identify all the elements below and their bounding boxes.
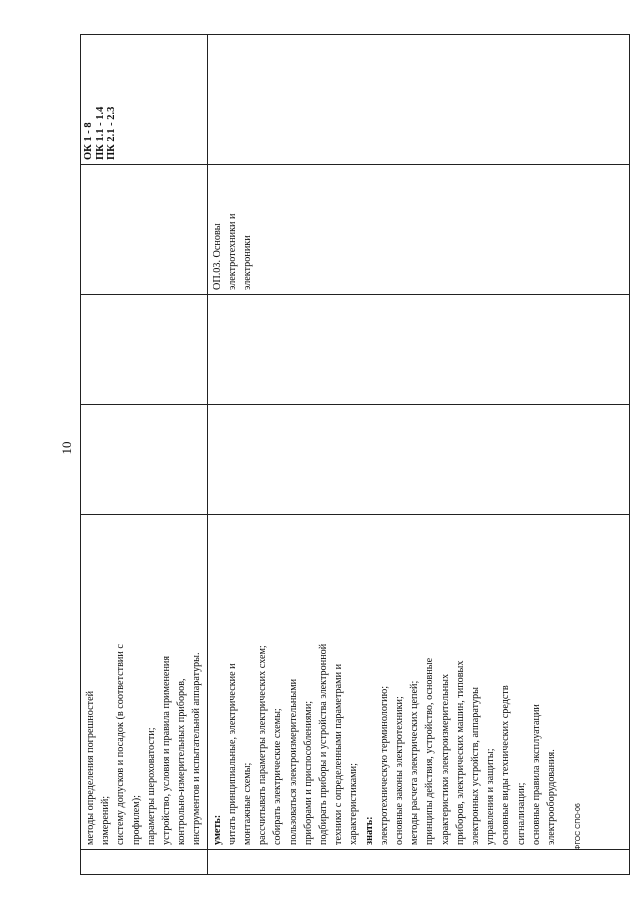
- hours-class-cell: [81, 295, 208, 405]
- discipline-cell: [207, 165, 629, 295]
- competencies-cell: [207, 35, 629, 165]
- skills-cell: [207, 515, 629, 850]
- text-line: основные законы электротехники;: [394, 696, 406, 845]
- text-line: инструментов и испытательной аппаратуры.: [191, 652, 203, 845]
- competency-code: ПК 1.1 - 1.4: [94, 106, 106, 160]
- table-row-1: [81, 35, 208, 875]
- knowledge-cell: [81, 515, 208, 850]
- heading-znat: знать:: [363, 816, 375, 845]
- competency-code: ПК 2.1 - 2.3: [106, 106, 117, 160]
- page-number: 10: [59, 441, 74, 455]
- text-line: контрольно-измерительных приборов,: [176, 678, 188, 845]
- discipline-line: электроники: [242, 235, 254, 290]
- text-line: пользоваться электроизмерительными: [287, 678, 299, 845]
- text-line: параметры шероховатости;: [145, 727, 157, 845]
- competencies-cell: [81, 35, 208, 165]
- hours-max-cell: [81, 405, 208, 515]
- competency-table: [80, 34, 630, 875]
- text-line: сигнализации;: [515, 782, 527, 845]
- text-line: профилем);: [130, 795, 142, 845]
- discipline-cell: [81, 165, 208, 295]
- competency-code: ОК 1 - 8: [83, 122, 94, 160]
- rotated-table-container: [80, 35, 630, 875]
- text-line: техники с определенными параметрами и: [333, 663, 345, 845]
- text-line: измерений;: [100, 795, 112, 845]
- text-line: характеристики электроизмерительных: [439, 673, 451, 845]
- heading-umet: уметь:: [211, 814, 223, 845]
- text-line: подбирать приборы и устройства электронной: [318, 643, 330, 845]
- hours-class-cell: [207, 295, 629, 405]
- text-line: читать принципиальные, электрические и: [226, 663, 238, 845]
- text-line: методы определения погрешностей: [85, 690, 96, 845]
- text-line: электрооборудования.: [546, 749, 558, 845]
- discipline-line: электротехники и: [226, 213, 238, 290]
- index-cell: [81, 850, 208, 875]
- table-row-2: [207, 35, 629, 875]
- text-line: приборов, электрических машин, типовых: [454, 660, 466, 845]
- text-line: собирать электрические схемы;: [272, 708, 284, 845]
- text-line: характеристиками;: [348, 763, 360, 845]
- discipline-line: ОП.03. Основы: [211, 223, 223, 290]
- text-line: устройство, условия и правила применения: [161, 655, 173, 845]
- text-line: систему допусков и посадок (в соответствии с: [115, 644, 127, 845]
- text-line: электротехническую терминологию;: [378, 685, 390, 845]
- text-line: методы расчета электрических цепей;: [409, 680, 421, 845]
- footer-code: ФГОС СПО-06: [575, 803, 582, 850]
- text-line: принципы действия, устройство, основные: [424, 657, 436, 845]
- text-line: электронных устройств, аппаратуры: [470, 687, 482, 845]
- index-cell: [207, 850, 629, 875]
- text-line: управления и защиты;: [485, 748, 497, 845]
- text-line: приборами и приспособлениями;: [302, 700, 314, 845]
- text-line: рассчитывать параметры электрических схем;: [257, 645, 269, 845]
- text-line: монтажные схемы;: [242, 762, 254, 845]
- hours-max-cell: [207, 405, 629, 515]
- text-line: основные правила эксплуатации: [530, 704, 542, 845]
- text-line: основные виды технических средств: [500, 685, 512, 845]
